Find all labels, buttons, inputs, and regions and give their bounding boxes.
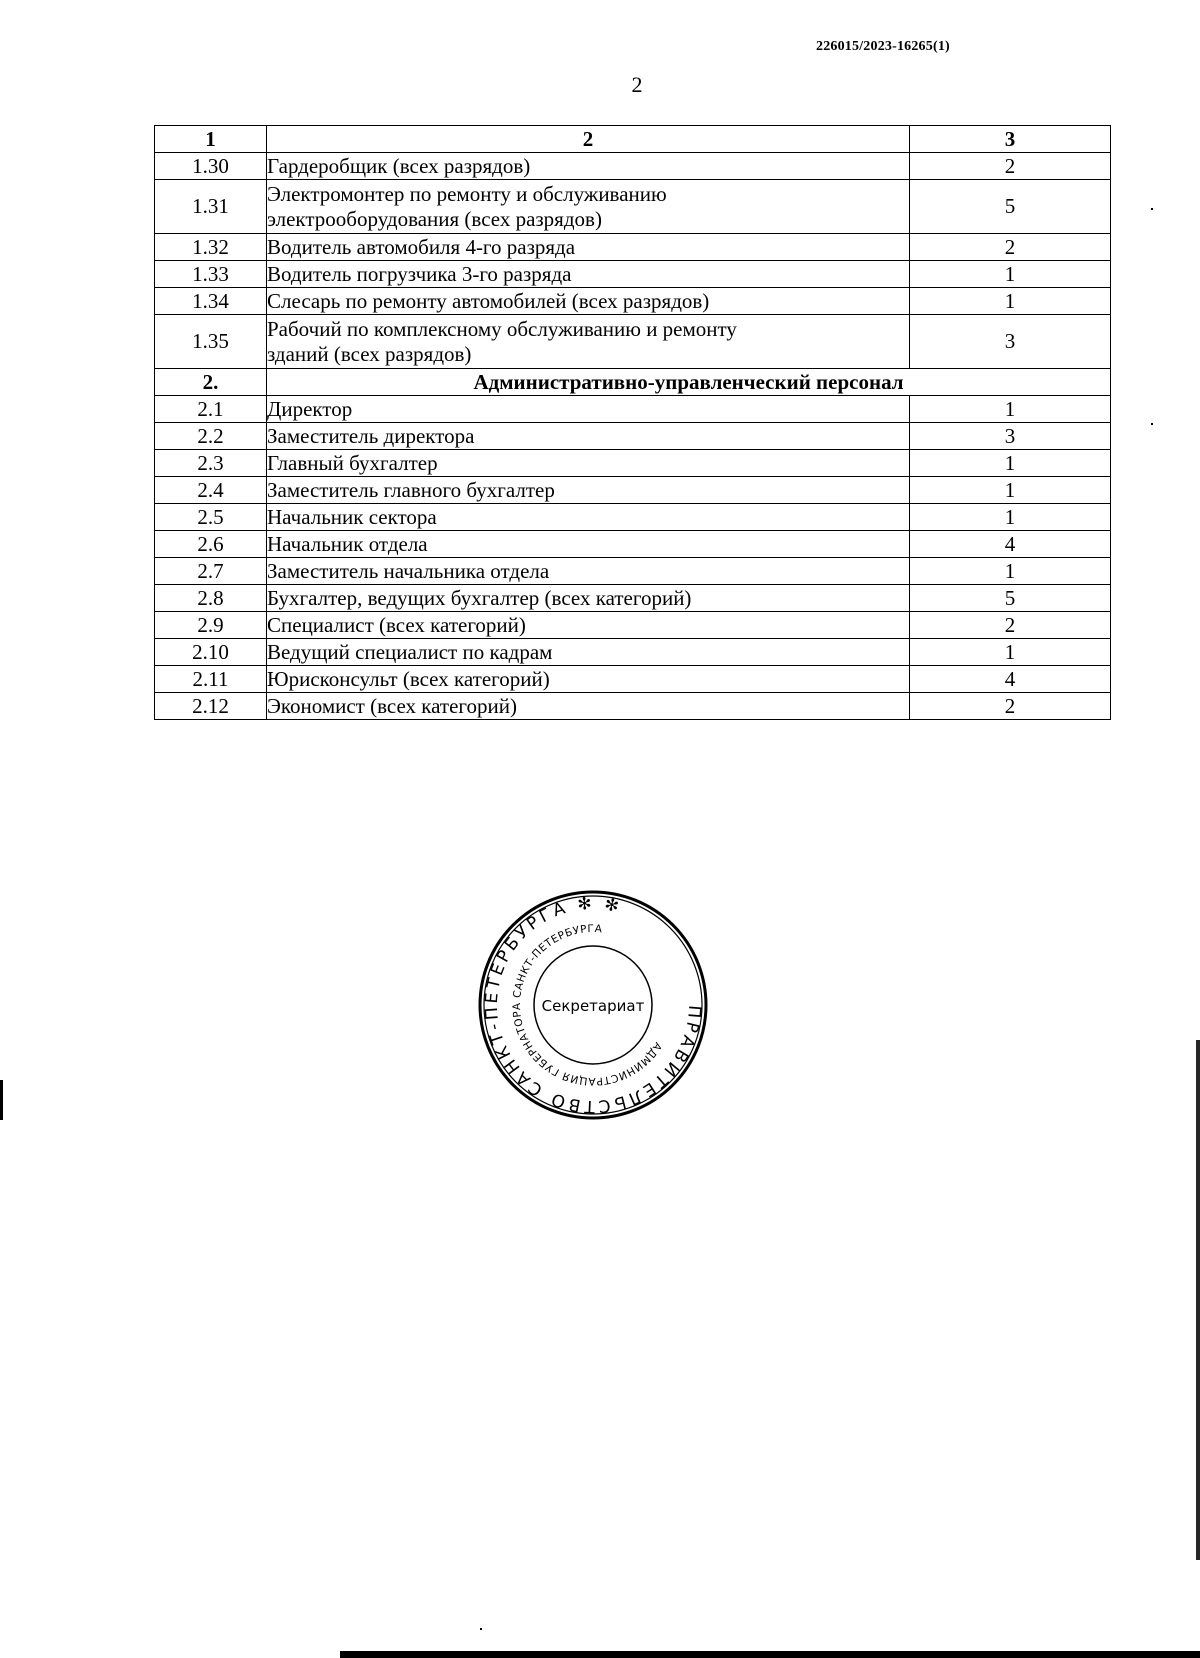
position-name: Гардеробщик (всех разрядов) [267,153,910,180]
position-name-line: электрооборудования (всех разрядов) [267,206,602,231]
position-name: Заместитель начальника отдела [267,558,910,585]
section-title: Административно-управленческий персонал [267,369,1111,396]
position-name-line: Электромонтер по ремонту и обслуживанию [267,181,667,206]
row-number: 2.8 [155,585,267,612]
position-count: 4 [910,531,1111,558]
row-number: 2.3 [155,450,267,477]
position-name-line: Рабочий по комплексному обслуживанию и ремонту [267,316,737,341]
position-count: 3 [910,315,1111,369]
position-count: 5 [910,585,1111,612]
table-row [155,558,1111,585]
position-name: Юрисконсульт (всех категорий) [267,666,910,693]
table-header-row [155,126,1111,153]
section-number: 2. [155,369,267,396]
stamp-center-text: Секретариат [541,997,645,1015]
position-name: Экономист (всех категорий) [267,693,910,720]
position-name: Начальник отдела [267,531,910,558]
row-number: 1.35 [155,315,267,369]
table-row [155,504,1111,531]
section-header-row [155,369,1111,396]
position-name: Специалист (всех категорий) [267,612,910,639]
row-number: 1.34 [155,288,267,315]
position-count: 1 [910,288,1111,315]
row-number: 2.2 [155,423,267,450]
table-row [155,693,1111,720]
row-number: 2.11 [155,666,267,693]
table-row [155,639,1111,666]
scan-speck [1151,208,1153,210]
table-row [155,234,1111,261]
row-number: 2.12 [155,693,267,720]
table-row [155,261,1111,288]
stamp-inner-text: АДМИНИСТРАЦИЯ ГУБЕРНАТОРА САНКТ-ПЕТЕРБУРГА [510,922,664,1088]
row-number: 1.30 [155,153,267,180]
position-count: 2 [910,234,1111,261]
table-row [155,450,1111,477]
position-count: 1 [910,261,1111,288]
row-number: 1.33 [155,261,267,288]
scan-speck [480,1628,482,1630]
row-number: 2.10 [155,639,267,666]
position-count: 3 [910,423,1111,450]
position-name: Заместитель директора [267,423,910,450]
row-number: 2.5 [155,504,267,531]
position-name: Бухгалтер, ведущих бухгалтер (всех категорий) [267,585,910,612]
position-count: 1 [910,396,1111,423]
header-col-1: 1 [155,126,267,153]
row-number: 1.31 [155,180,267,234]
position-count: 2 [910,153,1111,180]
table-row [155,585,1111,612]
header-col-2: 2 [267,126,910,153]
position-count: 5 [910,180,1111,234]
position-name: Водитель погрузчика 3-го разряда [267,261,910,288]
position-name [267,180,910,234]
official-stamp [478,890,708,1120]
row-number: 2.9 [155,612,267,639]
position-name-line: зданий (всех разрядов) [267,341,472,366]
row-number: 2.1 [155,396,267,423]
table-row [155,180,1111,234]
position-count: 1 [910,504,1111,531]
scan-edge-bottom [340,1651,1200,1658]
header-col-3: 3 [910,126,1111,153]
table-row [155,423,1111,450]
position-count: 2 [910,693,1111,720]
staffing-table [154,125,1111,720]
table-row [155,666,1111,693]
position-count: 2 [910,612,1111,639]
row-number: 2.7 [155,558,267,585]
position-count: 1 [910,639,1111,666]
position-name: Директор [267,396,910,423]
table-row [155,153,1111,180]
document-id: 226015/2023-16265(1) [816,39,950,54]
stamp-outer-text: ПРАВИТЕЛЬСТВО САНКТ-ПЕТЕРБУРГА ✻ ✻ [481,893,705,1117]
position-name: Главный бухгалтер [267,450,910,477]
table-row [155,477,1111,504]
table-row [155,531,1111,558]
page-number: 2 [631,72,643,97]
position-name: Начальник сектора [267,504,910,531]
position-name: Водитель автомобиля 4-го разряда [267,234,910,261]
position-count: 1 [910,558,1111,585]
position-count: 1 [910,477,1111,504]
position-name: Заместитель главного бухгалтер [267,477,910,504]
table-row [155,288,1111,315]
position-name [267,315,910,369]
row-number: 1.32 [155,234,267,261]
position-name: Ведущий специалист по кадрам [267,639,910,666]
position-count: 4 [910,666,1111,693]
row-number: 2.6 [155,531,267,558]
table-row [155,315,1111,369]
scan-speck [1151,423,1153,425]
scan-edge-right [1196,1040,1200,1560]
row-number: 2.4 [155,477,267,504]
scan-edge-left [0,1080,3,1120]
position-count: 1 [910,450,1111,477]
position-name: Слесарь по ремонту автомобилей (всех разрядов) [267,288,910,315]
table-row [155,396,1111,423]
table-row [155,612,1111,639]
